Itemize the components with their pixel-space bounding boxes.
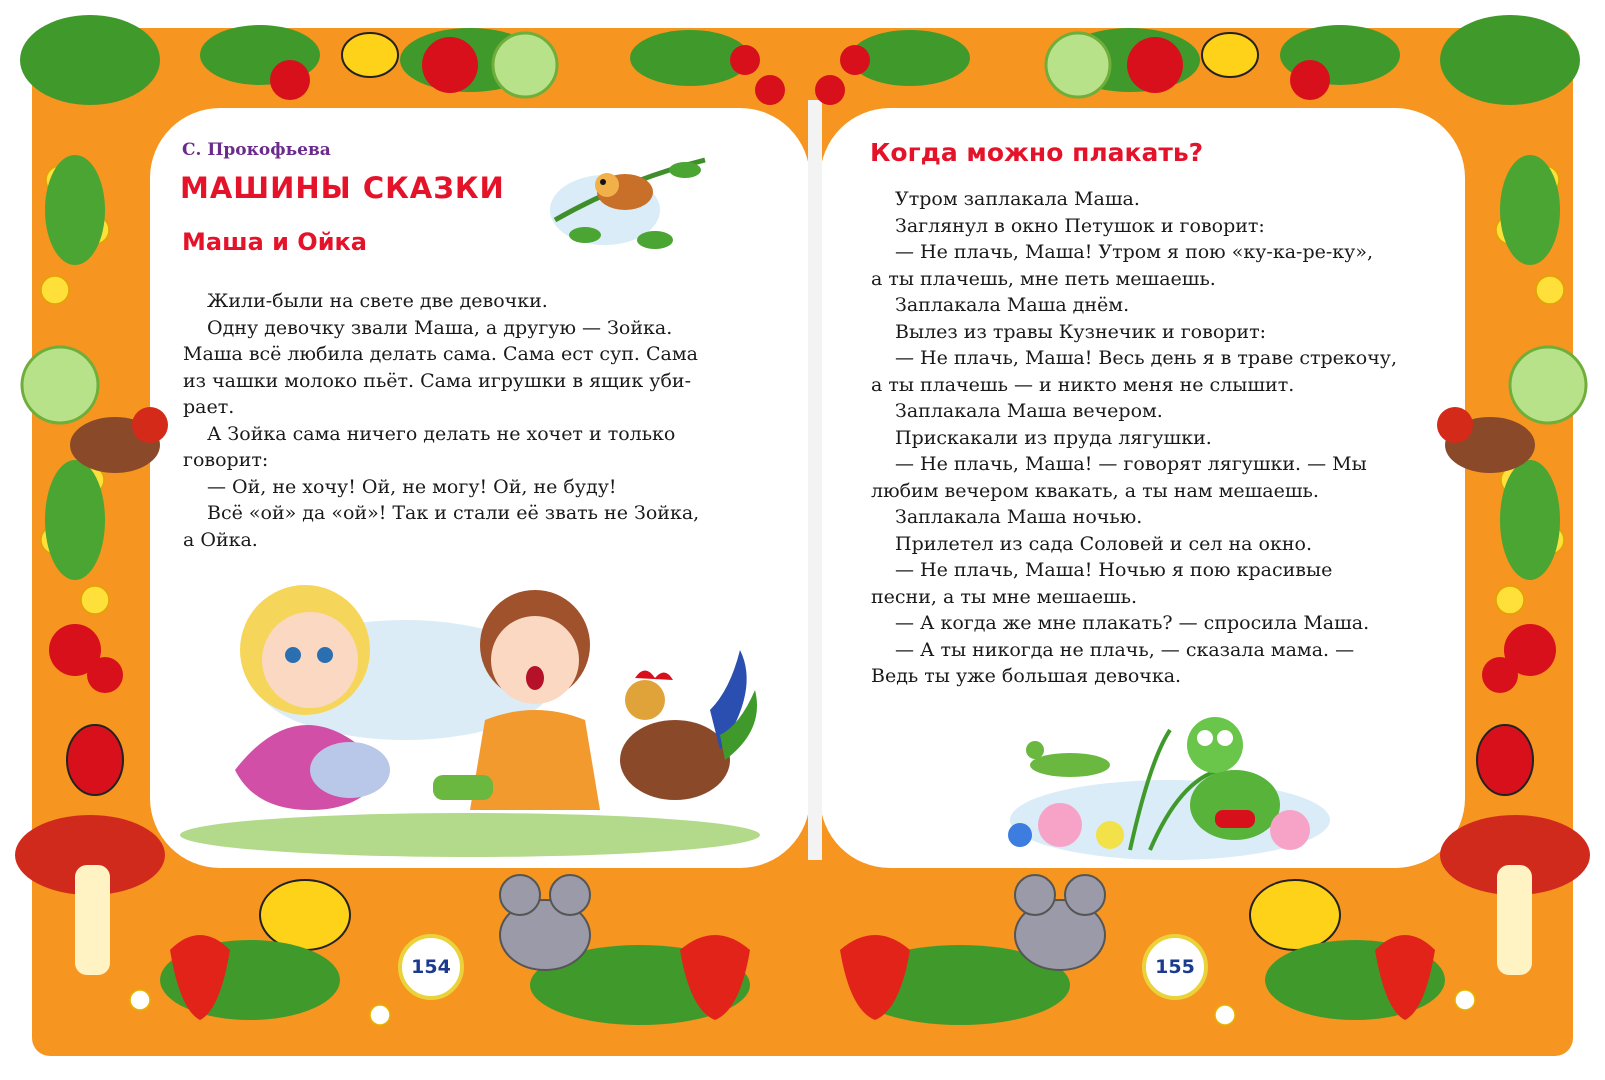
girls-and-rooster-illustration xyxy=(175,560,765,860)
bird-on-branch-illustration xyxy=(545,140,715,270)
text-line: — Не плачь, Маша! — говорят лягушки. — Мы xyxy=(895,453,1367,475)
text-line: Маша всё любила делать сама. Сама ест суп. Сама xyxy=(183,343,698,365)
story-text-left xyxy=(183,288,745,553)
book-title: МАШИНЫ СКАЗКИ xyxy=(180,171,505,205)
text-line: говорит: xyxy=(183,449,269,471)
text-line: любим вечером квакать, а ты нам мешаешь. xyxy=(871,479,1319,502)
text-line: — Не плачь, Маша! Ночью я пою красивые xyxy=(895,559,1333,581)
story-text-right xyxy=(871,186,1441,690)
text-line: — Ой, не хочу! Ой, не могу! Ой, не буду! xyxy=(207,475,617,498)
strawberries xyxy=(170,935,1435,1020)
text-line: Заглянул в окно Петушок и говорит: xyxy=(895,214,1265,237)
text-line: Жили-были на свете две девочки. xyxy=(207,290,548,312)
story-title-right: Когда можно плакать? xyxy=(870,138,1204,167)
text-line: Заплакала Маша вечером. xyxy=(895,400,1163,422)
page-number-right: 155 xyxy=(1142,934,1208,1000)
text-line: а ты плачешь — и никто меня не слышит. xyxy=(871,373,1295,396)
text-line: рает. xyxy=(183,396,235,418)
text-line: из чашки молоко пьёт. Сама игрушки в ящик уби- xyxy=(183,369,691,392)
text-line: Одну девочку звали Маша, а другую — Зойка. xyxy=(207,316,673,339)
text-line: Всё «ой» да «ой»! Так и стали её звать не Зойка, xyxy=(207,502,700,524)
text-line: песни, а ты мне мешаешь. xyxy=(871,585,1138,608)
text-line: Ведь ты уже большая девочка. xyxy=(871,665,1182,687)
frog-and-grasshopper-illustration xyxy=(1000,710,1330,870)
author-name: С. Прокофьева xyxy=(182,140,331,160)
text-line: Заплакала Маша днём. xyxy=(895,294,1130,316)
text-line: Утром заплакала Маша. xyxy=(895,188,1140,210)
text-line: — Не плачь, Маша! Весь день я в траве стрекочу, xyxy=(895,347,1398,369)
text-line: — А ты никогда не плачь, — сказала мама. — xyxy=(895,638,1355,661)
text-line: а ты плачешь, мне петь мешаешь. xyxy=(871,267,1216,290)
text-line: Заплакала Маша ночью. xyxy=(895,506,1143,528)
text-line: Прискакали из пруда лягушки. xyxy=(895,426,1212,449)
text-line: а Ойка. xyxy=(183,528,258,551)
top-garland xyxy=(20,15,1580,105)
text-line: Прилетел из сада Соловей и сел на окно. xyxy=(895,532,1312,555)
bottom-garland xyxy=(160,940,1445,1025)
text-line: А Зойка сама ничего делать не хочет и только xyxy=(207,422,676,445)
story-title-left: Маша и Ойка xyxy=(182,228,367,256)
text-line: Вылез из травы Кузнечик и говорит: xyxy=(895,320,1266,343)
text-line: — Не плачь, Маша! Утром я пою «ку-ка-ре-ку», xyxy=(895,241,1374,263)
page-number-left: 154 xyxy=(398,934,464,1000)
text-line: — А когда же мне плакать? — спросила Маша. xyxy=(895,612,1370,634)
